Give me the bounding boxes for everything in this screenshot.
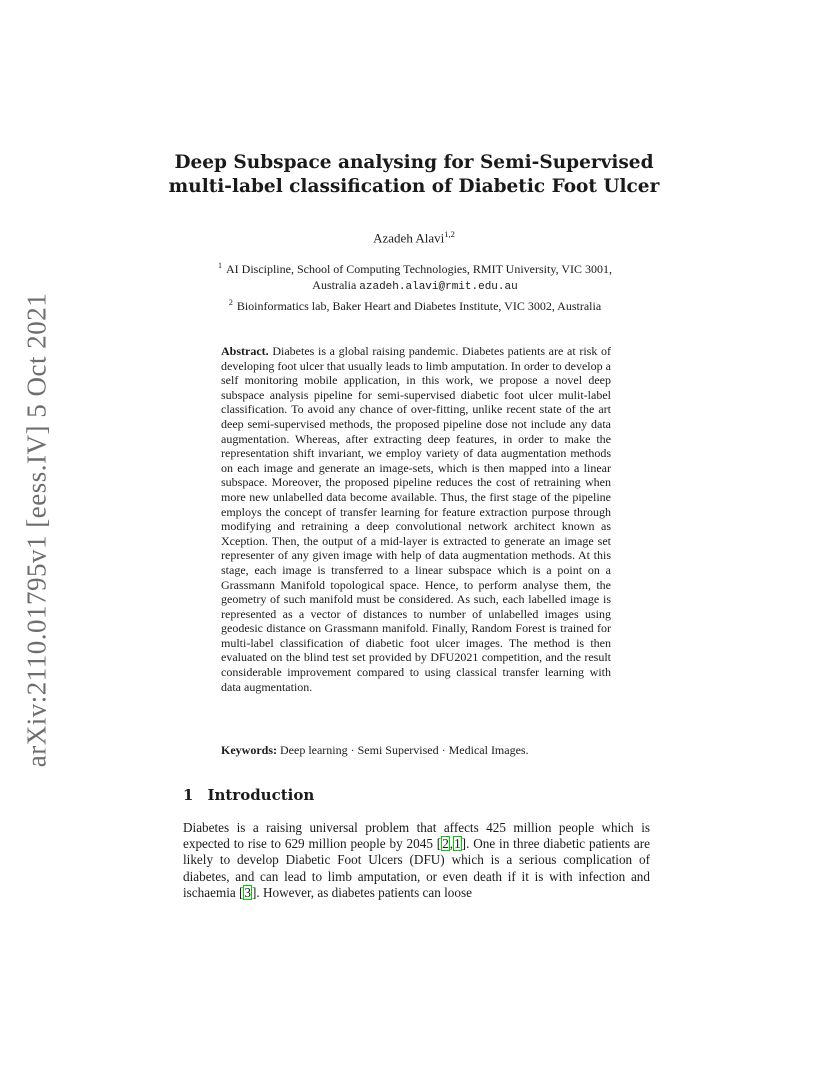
author bbox=[0, 229, 828, 246]
author-affiliation-marks: 1,2 bbox=[444, 229, 455, 239]
arxiv-stamp bbox=[21, 292, 52, 768]
intro-text-3: ]. However, as diabetes patients can loose bbox=[252, 884, 472, 900]
citation-link[interactable]: 2 bbox=[442, 836, 449, 852]
affiliation-1 bbox=[180, 258, 650, 278]
keywords-text: Deep learning · Semi Supervised · Medical Images. bbox=[280, 743, 529, 757]
intro-text-2: ]. One in three diabetic patients are likely to develop Diabetic Foot Ulcers (DFU) which is a serious complication of diabetes, and can lead to limb amputation, or even death if it is with infection and ischaemia [ bbox=[183, 836, 650, 900]
author-email-link[interactable]: azadeh.alavi@rmit.edu.au bbox=[359, 280, 518, 293]
title-line-1: Deep Subspace analysing for Semi-Supervised bbox=[174, 152, 654, 173]
section-heading bbox=[183, 786, 314, 804]
keywords-label: Keywords: bbox=[221, 743, 277, 757]
intro-text-1: Diabetes is a raising universal problem that affects 425 million people which is expected to rise to 629 million people by 2045 [ bbox=[183, 820, 650, 852]
citation-link[interactable]: 1 bbox=[454, 836, 461, 852]
arxiv-identifier: arXiv:2110.01795v1 [eess.IV] 5 Oct 2021 bbox=[21, 292, 52, 768]
abstract-label: Abstract. bbox=[221, 344, 269, 358]
section-title: Introduction bbox=[207, 786, 315, 804]
author-name: Azadeh Alavi bbox=[373, 230, 445, 246]
citation-link[interactable]: 3 bbox=[244, 884, 252, 900]
intro-paragraph bbox=[183, 820, 650, 901]
affiliation-2-mark: 2 bbox=[228, 298, 233, 307]
title-line-2: multi-label classification of Diabetic Foot Ulcer bbox=[168, 176, 660, 197]
affiliation-2 bbox=[180, 295, 650, 315]
affiliation-2-text: Bioinformatics lab, Baker Heart and Diabetes Institute, VIC 3002, Australia bbox=[236, 299, 602, 313]
abstract bbox=[221, 344, 611, 694]
citation-separator: , bbox=[449, 836, 454, 852]
affiliation-1-text: AI Discipline, School of Computing Technologies, RMIT University, VIC 3001, bbox=[225, 262, 613, 276]
affiliations bbox=[180, 258, 650, 315]
abstract-text: Diabetes is a global raising pandemic. Diabetes patients are at risk of developing foot ulcer that usually leads to limb amputation. In order to develop a self monitoring mobile application, in this work, we propose a novel deep subspace analysis pipeline for semi-supervised diabetic foot ulcer mulit-label classification. To avoid any chance of over-fitting, unlike recent state of the art deep semi-supervised methods, the proposed pipeline dose not include any data augmentation. Whereas, after extracting deep features, in order to make the representation shift invariant, we employ variety of data augmentation methods on each image and generate an image-sets, which is then mapped into a linear subspace. Moreover, the proposed pipeline reduces the cost of retraining when more new unlabelled data become available. Thus, the first stage of the pipeline employs the concept of transfer learning for feature extraction purpose through modifying and retraining a deep convolutional network architect known as Xception. Then, the output of a mid-layer is extracted to generate an image set representer of any given image with help of data augmentation methods. At this stage, each image is transferred to a linear subspace which is a point on a Grassmann Manifold topological space. Hence, to perform analyse them, the geometry of such manifold must be considered. As such, each labelled image is represented as a vector of distances to number of unlabelled images using geodesic distance on Grassmann manifold. Finally, Random Forest is trained for multi-label classification of diabetic foot ulcer images. The method is then evaluated on the blind test set provided by DFU2021 competition, and the result considerable improvement compared to using classical transfer learning with data augmentation. bbox=[221, 344, 612, 694]
affiliation-1-contact bbox=[180, 278, 650, 296]
affiliation-1-mark: 1 bbox=[217, 261, 222, 270]
paper-title bbox=[150, 151, 678, 199]
affiliation-1-country: Australia bbox=[312, 277, 357, 292]
keywords bbox=[221, 743, 621, 758]
section-number: 1 bbox=[183, 786, 194, 804]
